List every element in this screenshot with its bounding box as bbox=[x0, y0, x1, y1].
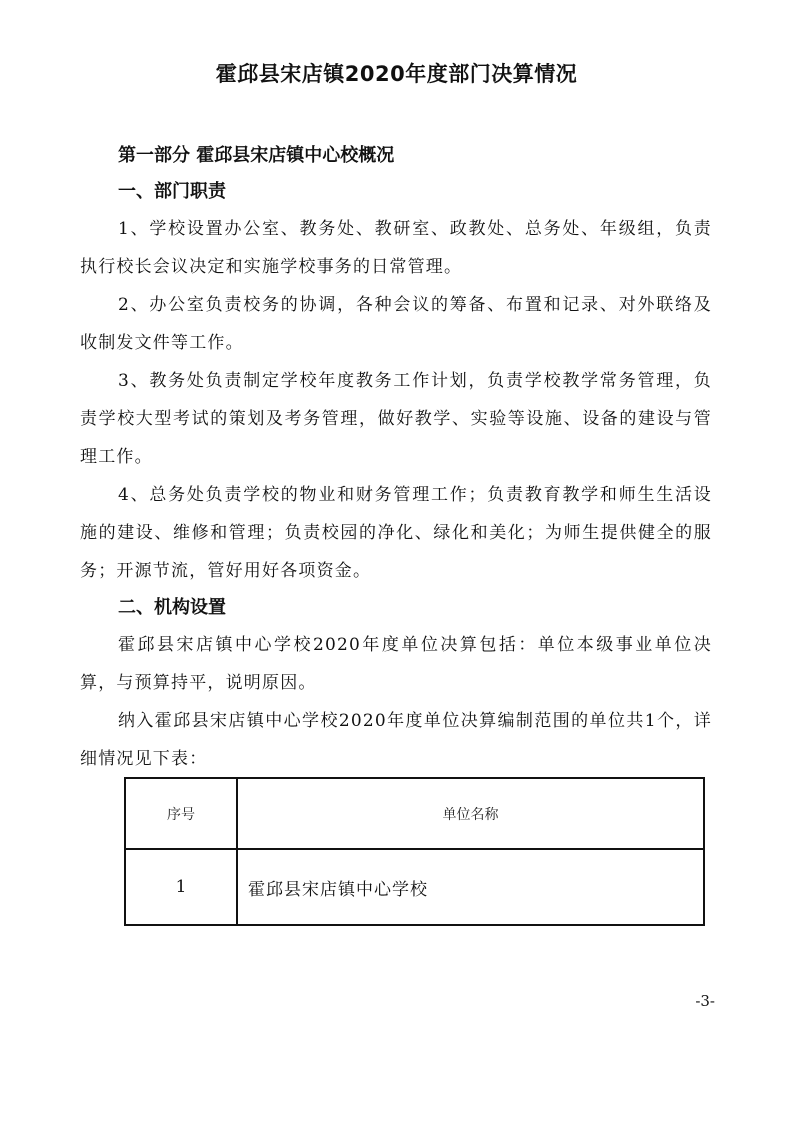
paragraph: 纳入霍邱县宋店镇中心学校2020年度单位决算编制范围的单位共1个，详细情况见下表： bbox=[80, 711, 712, 769]
table-header-row bbox=[125, 778, 704, 849]
table-cell-name: 霍邱县宋店镇中心学校 bbox=[237, 849, 704, 925]
table-cell-no: 1 bbox=[125, 849, 237, 925]
section-heading-duties: 一、部门职责 bbox=[118, 181, 226, 202]
unit-table bbox=[124, 777, 705, 926]
table-header-cell: 单位名称 bbox=[237, 778, 704, 849]
part-heading: 第一部分 霍邱县宋店镇中心校概况 bbox=[118, 145, 395, 166]
paragraph: 4、总务处负责学校的物业和财务管理工作；负责教育教学和师生生活设施的建设、维修和管理；负责校园的净化、绿化和美化；为师生提供健全的服务；开源节流，管好用好各项资金。 bbox=[80, 485, 712, 581]
paragraph: 1、学校设置办公室、教务处、教研室、政教处、总务处、年级组，负责执行校长会议决定和实施学校事务的日常管理。 bbox=[80, 219, 712, 277]
table-row bbox=[125, 849, 704, 925]
document-body bbox=[80, 138, 712, 778]
section-heading-structure: 二、机构设置 bbox=[118, 597, 226, 618]
paragraph: 霍邱县宋店镇中心学校2020年度单位决算包括：单位本级事业单位决算，与预算持平，说明原因。 bbox=[80, 635, 712, 693]
page-number: -3- bbox=[695, 992, 715, 1010]
table-header-cell: 序号 bbox=[125, 778, 237, 849]
document-title: 霍邱县宋店镇2020年度部门决算情况 bbox=[215, 62, 578, 86]
paragraph: 3、教务处负责制定学校年度教务工作计划，负责学校教学常务管理，负责学校大型考试的策划及考务管理，做好教学、实验等设施、设备的建设与管理工作。 bbox=[80, 371, 712, 467]
paragraph: 2、办公室负责校务的协调，各种会议的筹备、布置和记录、对外联络及收制发文件等工作。 bbox=[80, 295, 712, 353]
